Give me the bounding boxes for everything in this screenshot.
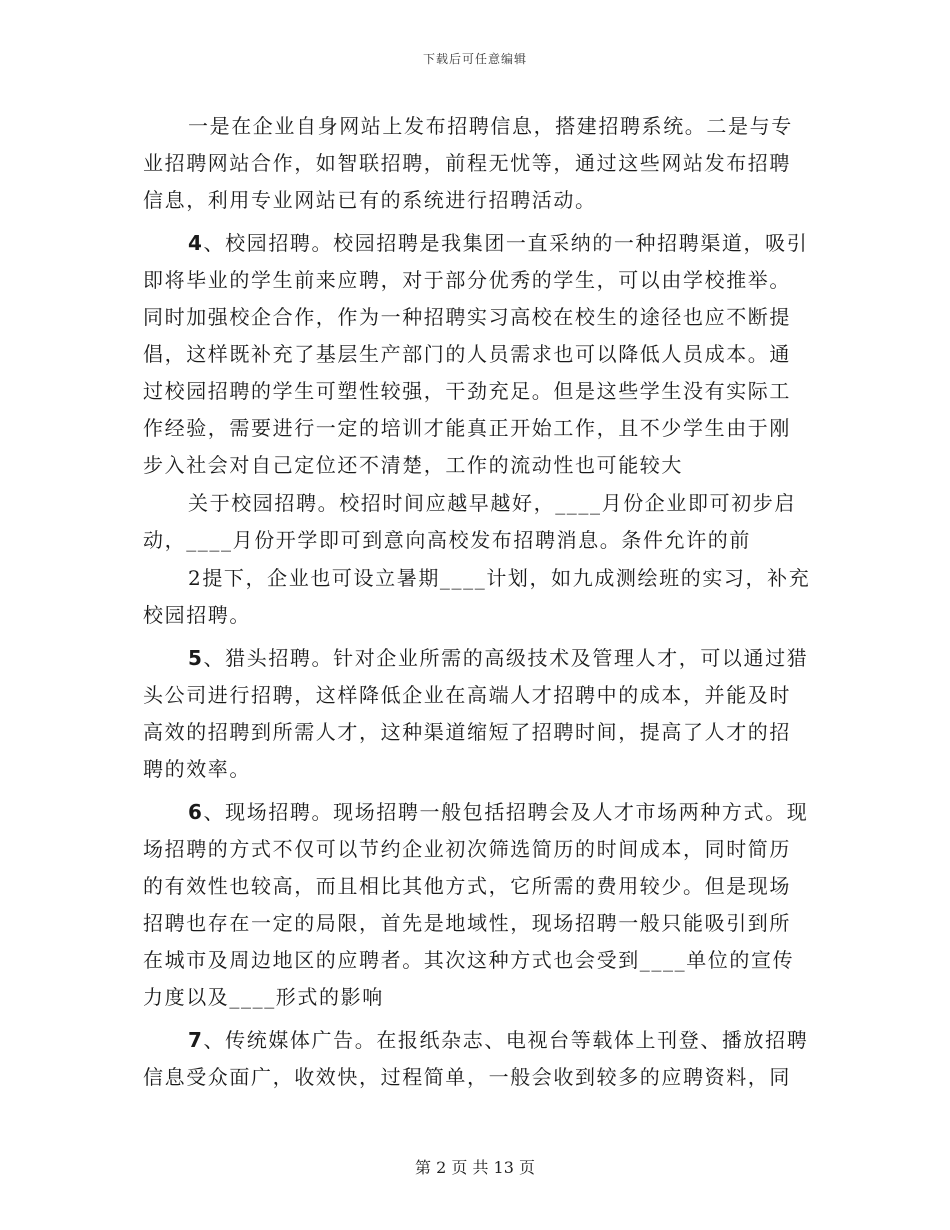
- line-text: 、猎头招聘。针对企业所需的高级技术及管理人才，可以通过猎: [203, 646, 809, 670]
- line-text: 同时加强校企合作，作为一种招聘实习高校在校生的途径也应不断提: [143, 305, 791, 329]
- line-text: 信息受众面广，收效快，过程简单，一般会收到较多的应聘资料，同: [143, 1065, 791, 1089]
- text-line: [143, 182, 813, 218]
- text-line: [188, 640, 858, 676]
- page-header: 下载后可任意编辑: [422, 52, 527, 66]
- line-text: 一是在企业自身网站上发布招聘信息，搭建招聘系统。二是与专: [188, 114, 793, 138]
- text-line: [143, 336, 813, 372]
- text-line: [143, 410, 813, 446]
- text-line: [188, 560, 858, 596]
- text-line: [188, 225, 858, 261]
- line-text: 过校园招聘的学生可塑性较强，干劲充足。但是这些学生没有实际工: [143, 379, 791, 403]
- section-number: 4: [188, 231, 204, 255]
- line-text: 头公司进行招聘，这样降低企业在高端人才招聘中的成本，并能及时: [143, 683, 791, 707]
- line-text: 高效的招聘到所需人才，这种渠道缩短了招聘时间，提高了人才的招: [143, 720, 791, 744]
- text-line: [143, 262, 813, 298]
- line-text: 2提下，企业也可设立暑期____计划，如九成测绘班的实习，补充: [188, 566, 811, 590]
- text-line: [143, 447, 813, 483]
- text-line: [143, 979, 813, 1015]
- text-line: [143, 831, 813, 867]
- text-line: [188, 794, 858, 830]
- line-text: 动，____月份开学即可到意向高校发布招聘消息。条件允许的前: [143, 528, 751, 552]
- text-line: [143, 677, 813, 713]
- text-line: [188, 1022, 858, 1058]
- line-text: 业招聘网站合作，如智联招聘，前程无忧等，通过这些网站发布招聘: [143, 151, 791, 175]
- line-text: 校园招聘。: [143, 603, 251, 627]
- text-line: [143, 942, 813, 978]
- line-text: 关于校园招聘。校招时间应越早越好，____月份企业即可初步启: [188, 491, 796, 515]
- text-line: [188, 485, 858, 521]
- text-line: [143, 373, 813, 409]
- line-text: 在城市及周边地区的应聘者。其次这种方式也会受到____单位的宣传: [143, 948, 795, 972]
- section-number: 7: [188, 1028, 204, 1052]
- text-line: [143, 905, 813, 941]
- section-number: 6: [188, 800, 204, 824]
- text-line: [143, 751, 813, 787]
- line-text: 力度以及____形式的影响: [143, 985, 384, 1009]
- section-number: 5: [188, 646, 204, 670]
- line-text: 作经验，需要进行一定的培训才能真正开始工作，且不少学生由于刚: [143, 416, 791, 440]
- text-line: [143, 1059, 813, 1095]
- line-text: 场招聘的方式不仅可以节约企业初次筛选简历的时间成本，同时简历: [143, 837, 791, 861]
- text-line: [143, 522, 813, 558]
- text-line: [143, 299, 813, 335]
- line-text: 即将毕业的学生前来应聘，对于部分优秀的学生，可以由学校推举。: [143, 268, 791, 292]
- line-text: 聘的效率。: [143, 757, 251, 781]
- text-line: [143, 868, 813, 904]
- line-text: 步入社会对自己定位还不清楚，工作的流动性也可能较大: [143, 453, 683, 477]
- line-text: 信息，利用专业网站已有的系统进行招聘活动。: [143, 188, 597, 212]
- line-text: 的有效性也较高，而且相比其他方式，它所需的费用较少。但是现场: [143, 874, 791, 898]
- line-text: 倡，这样既补充了基层生产部门的人员需求也可以降低人员成本。通: [143, 342, 791, 366]
- line-text: 、传统媒体广告。在报纸杂志、电视台等载体上刊登、播放招聘: [203, 1028, 809, 1052]
- line-text: 、现场招聘。现场招聘一般包括招聘会及人才市场两种方式。现: [203, 800, 809, 824]
- text-line: [143, 145, 813, 181]
- line-text: 招聘也存在一定的局限，首先是地域性，现场招聘一般只能吸引到所: [143, 911, 791, 935]
- line-text: 、校园招聘。校园招聘是我集团一直采纳的一种招聘渠道，吸引: [203, 231, 809, 255]
- page-footer: 第 2 页 共 13 页: [415, 1158, 535, 1177]
- text-line: [143, 597, 813, 633]
- text-line: [143, 714, 813, 750]
- text-line: [188, 108, 858, 144]
